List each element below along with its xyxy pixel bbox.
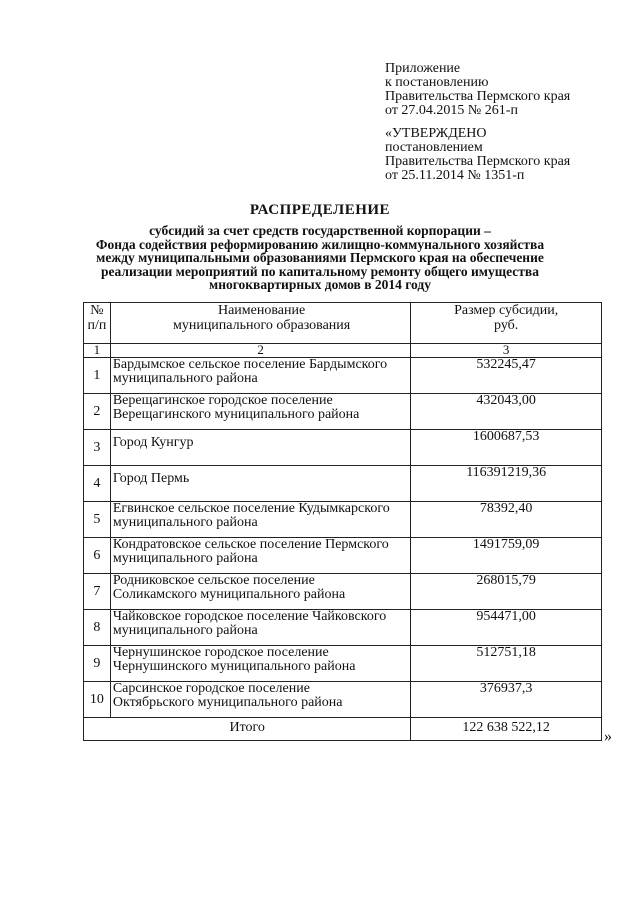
appendix-line: от 27.04.2015 № 261-п — [385, 103, 518, 118]
column-index-row — [84, 344, 602, 358]
table-row — [84, 574, 602, 610]
appendix-line: Приложение — [385, 61, 461, 76]
column-index: 2 — [110, 344, 411, 358]
row-amount: 1491759,09 — [411, 538, 602, 574]
municipality-line: Чайковское городское поселение Чайковского — [112, 609, 387, 624]
row-number: 10 — [84, 682, 111, 718]
municipality-line: Чернушинское городское поселение — [112, 645, 329, 660]
row-municipality — [110, 610, 411, 646]
total-label: Итого — [84, 718, 411, 741]
municipality-line: муниципального района — [112, 370, 258, 386]
column-index: 1 — [84, 344, 111, 358]
table-row — [84, 682, 602, 718]
document-subtitle — [80, 224, 560, 292]
municipality-line: Верещагинского муниципального района — [112, 406, 360, 422]
row-amount: 268015,79 — [411, 574, 602, 610]
subtitle-line: Фонда содействия реформированию жилищно-коммунального хозяйства — [95, 236, 545, 252]
approval-line: «УТВЕРЖДЕНО — [385, 126, 487, 141]
approval-line: постановлением — [385, 140, 483, 155]
table-row — [84, 610, 602, 646]
row-municipality — [110, 358, 411, 394]
row-amount: 116391219,36 — [411, 466, 602, 502]
row-municipality — [110, 682, 411, 718]
row-amount: 512751,18 — [411, 646, 602, 682]
table-header-row — [84, 303, 602, 344]
row-number: 7 — [84, 574, 111, 610]
appendix-line: Правительства Пермского края — [385, 89, 571, 104]
distribution-table — [83, 302, 602, 741]
subtitle-line: субсидий за счет средств государственной корпорации – — [149, 223, 491, 238]
row-municipality — [110, 646, 411, 682]
subtitle-line: между муниципальными образованиями Пермского края на обеспечение — [96, 250, 544, 265]
municipality-line: Бардымское сельское поселение Бардымского — [112, 357, 388, 372]
row-number: 2 — [84, 394, 111, 430]
row-amount: 1600687,53 — [411, 430, 602, 466]
appendix-line: к постановлению — [385, 75, 489, 90]
subtitle-line: реализации мероприятий по капитальному ремонту общего имущества — [101, 263, 539, 279]
row-municipality — [110, 502, 411, 538]
municipality-line: Соликамского муниципального района — [112, 586, 346, 602]
row-number: 3 — [84, 430, 111, 466]
municipality-line: Город Пермь — [112, 471, 190, 486]
table-row — [84, 502, 602, 538]
row-municipality — [110, 538, 411, 574]
row-municipality — [110, 394, 411, 430]
municipality-line: муниципального района — [112, 514, 258, 530]
table-row — [84, 394, 602, 430]
row-amount: 376937,3 — [411, 682, 602, 718]
row-number: 9 — [84, 646, 111, 682]
header-amount-line: Размер субсидии, — [454, 303, 559, 318]
header-amount-line: руб. — [494, 318, 519, 333]
column-index: 3 — [411, 344, 602, 358]
municipality-line: муниципального района — [112, 550, 258, 566]
header-name-line: Наименование — [217, 303, 306, 318]
header-amount — [411, 303, 602, 344]
row-amount: 532245,47 — [411, 358, 602, 394]
table-row — [84, 466, 602, 502]
municipality-line: Сарсинское городское поселение — [112, 681, 310, 696]
municipality-line: Кондратовское сельское поселение Пермского — [112, 537, 389, 552]
row-municipality — [110, 574, 411, 610]
municipality-line: Чернушинского муниципального района — [112, 658, 356, 674]
approval-stamp-block — [385, 127, 570, 183]
header-number-line: № — [90, 303, 104, 318]
header-number — [84, 303, 111, 344]
municipality-line: Верещагинское городское поселение — [112, 393, 333, 408]
row-number: 5 — [84, 502, 111, 538]
header-name — [110, 303, 411, 344]
row-amount: 432043,00 — [411, 394, 602, 430]
approval-line: Правительства Пермского края — [385, 154, 571, 169]
municipality-line: Город Кунгур — [112, 435, 194, 450]
municipality-line: Родниковское сельское поселение — [112, 573, 315, 588]
subtitle-line: многоквартирных домов в 2014 году — [209, 277, 431, 292]
row-number: 4 — [84, 466, 111, 502]
row-municipality — [110, 466, 411, 502]
row-amount: 78392,40 — [411, 502, 602, 538]
municipality-line: Октябрьского муниципального района — [112, 694, 343, 710]
document-title: РАСПРЕДЕЛЕНИЕ — [249, 202, 391, 218]
row-municipality — [110, 430, 411, 466]
row-number: 6 — [84, 538, 111, 574]
row-number: 8 — [84, 610, 111, 646]
table-row — [84, 430, 602, 466]
municipality-line: Егвинское сельское поселение Кудымкарского — [112, 501, 390, 516]
table-row — [84, 646, 602, 682]
closing-quote: » — [604, 728, 612, 745]
header-name-line: муниципального образования — [172, 318, 351, 333]
municipality-line: муниципального района — [112, 622, 258, 638]
table-row — [84, 358, 602, 394]
approval-line: от 25.11.2014 № 1351-п — [385, 168, 525, 183]
total-amount: 122 638 522,12 — [411, 718, 602, 741]
appendix-block — [385, 62, 570, 118]
row-amount: 954471,00 — [411, 610, 602, 646]
total-row — [84, 718, 602, 741]
table-row — [84, 538, 602, 574]
row-number: 1 — [84, 358, 111, 394]
header-number-line: п/п — [87, 318, 107, 333]
